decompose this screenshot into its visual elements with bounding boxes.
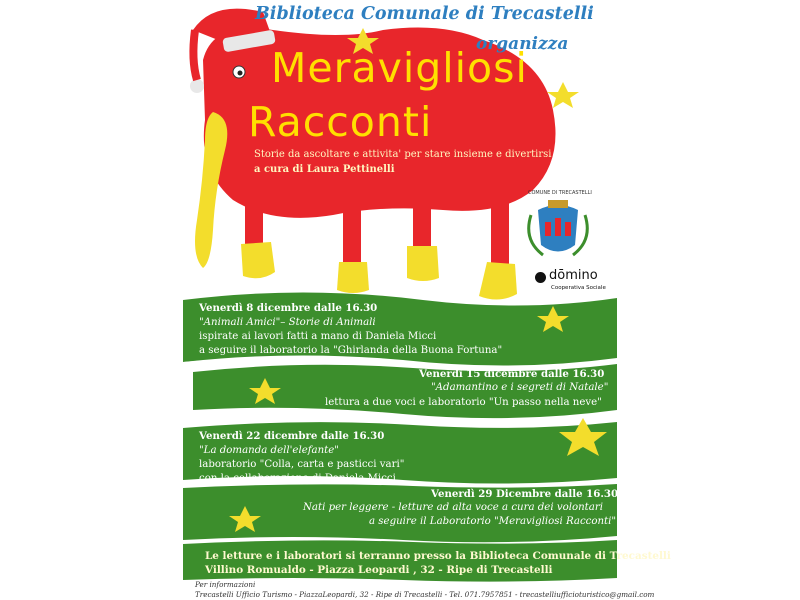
event-4-title: Nati per leggere - letture ad alta voce a cura dei volontari <box>303 502 603 513</box>
event-4-date: Venerdì 29 Dicembre dalle 16.30 <box>431 488 619 500</box>
footer-address: Villino Romualdo - Piazza Leopardi , 32 - Ripe di Trecastelli <box>205 564 553 576</box>
animal-boot-3 <box>407 246 439 281</box>
town-crest <box>529 200 588 255</box>
event-poster <box>183 0 671 600</box>
title-line-1: Meravigliosi <box>271 44 528 92</box>
header-organizza: organizza <box>476 34 569 54</box>
event-3-collaboration: con la collaborazione di Daniela Micci <box>199 473 396 484</box>
animal-leg-3 <box>413 192 431 252</box>
subtitle-description: Storie da ascoltare e attivita' per stare insieme e divertirsi <box>254 149 552 160</box>
event-3-date: Venerdì 22 dicembre dalle 16.30 <box>199 430 385 442</box>
event-1-title: "Animali Amici"– Storie di Animali <box>199 317 376 328</box>
event-2-title: "Adamantino e i segreti di Natale" <box>431 382 609 393</box>
event-4-workshop: a seguire il Laboratorio "Meravigliosi Racconti" <box>369 516 617 527</box>
animal-leg-2 <box>343 195 361 265</box>
event-2-date: Venerdì 15 dicembre dalle 16.30 <box>419 368 605 380</box>
santa-hat-pompom <box>190 79 204 93</box>
footer-location: Le letture e i laboratori si terranno presso la Biblioteca Comunale di Trecastelli <box>205 550 671 562</box>
event-3-title: "La domanda dell'elefante" <box>199 445 339 456</box>
title-line-2: Racconti <box>248 98 433 146</box>
subtitle-curator: a cura di Laura Pettinelli <box>254 164 395 175</box>
domino-logo-name: dōmino <box>549 268 598 283</box>
info-contacts: Trecastelli Ufficio Turismo - PiazzaLeopardi, 32 - Ripe di Trecastelli - Tel. 071.7957851 - trecastelliufficioturistico@gmail.com <box>195 590 655 599</box>
domino-logo-mark <box>535 272 546 283</box>
header-library: Biblioteca Comunale di Trecastelli <box>255 4 594 24</box>
event-2-description: lettura a due voci e laboratorio "Un passo nella neve" <box>325 397 602 408</box>
domino-logo-tagline: Cooperativa Sociale <box>551 285 606 291</box>
animal-boot-2 <box>337 262 369 293</box>
animal-boot-4 <box>479 262 517 300</box>
crest-label: COMUNE DI TRECASTELLI <box>528 190 592 196</box>
animal-beard <box>195 112 227 268</box>
event-1-workshop: a seguire il laboratorio la "Ghirlanda della Buona Fortuna" <box>199 345 503 356</box>
star-2 <box>547 82 579 108</box>
info-label: Per informazioni <box>195 580 256 589</box>
event-1-description: ispirate ai lavori fatti a mano di Daniela Micci <box>199 331 437 342</box>
event-3-workshop: laboratorio "Colla, carta e pasticci vari" <box>199 459 405 470</box>
animal-boot-1 <box>241 242 275 278</box>
event-1-date: Venerdì 8 dicembre dalle 16.30 <box>199 302 378 314</box>
animal-leg-4 <box>491 185 509 265</box>
animal-leg-1 <box>245 190 263 250</box>
